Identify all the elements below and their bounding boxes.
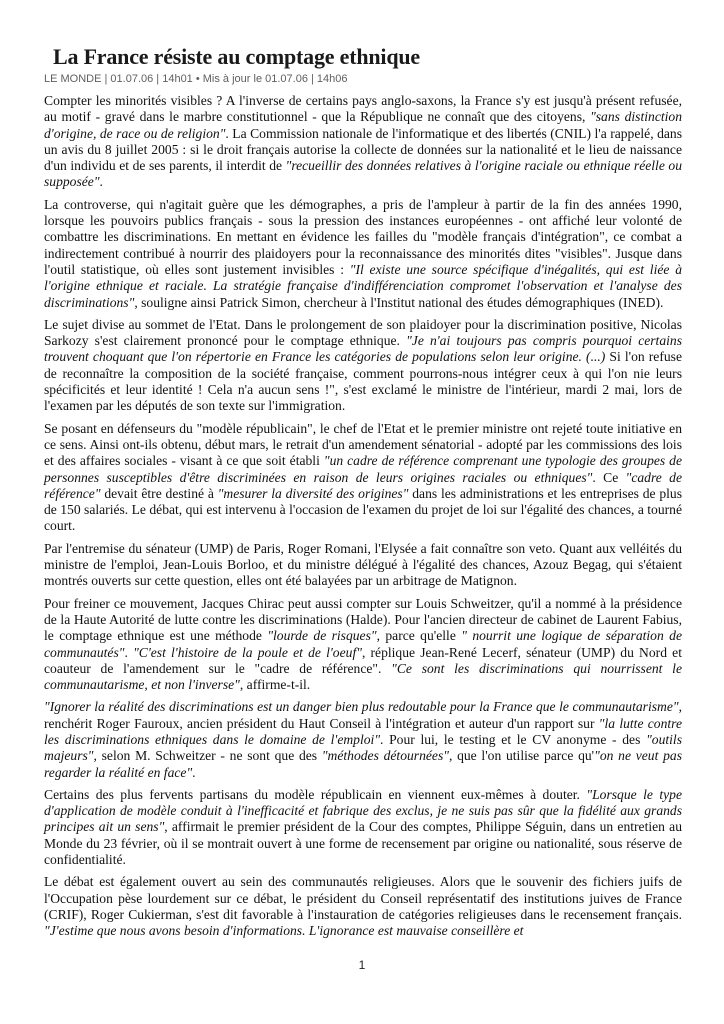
paragraph (44, 541, 682, 590)
paragraph (44, 699, 682, 780)
body-text: . (124, 644, 134, 660)
article-body (44, 93, 682, 940)
body-text: devait être destiné à (100, 485, 218, 501)
quote-text: "mesurer la diversité des origines" (217, 485, 409, 501)
paragraph (44, 197, 682, 311)
quote-text: "méthodes détournées" (321, 748, 449, 764)
article-byline: LE MONDE | 01.07.06 | 14h01 • Mis à jour le 01.07.06 | 14h06 (44, 73, 348, 85)
quote-text: "recueillir des données relatives à l'origine raciale ou ethnique réelle ou supposée" (44, 158, 683, 190)
body-text: Se posant en défenseurs du "modèle républicain", le chef de l'Etat et le premier ministre ont rejeté toute initiative en ce sens. Ainsi ont-ils obtenu, début mars, le retrait d'un amendement sénatorial - adopté par les commissions des lois et des affaires sociales - visant à ce que soit établi (44, 420, 682, 469)
quote-text: "lourde de risques" (267, 628, 377, 644)
quote-text: "Ignorer la réalité des discriminations est un danger bien plus redoutable pour la France que le communautarisme" (44, 699, 679, 715)
body-text: Compter les minorités visibles ? A l'inverse de certains pays anglo-saxons, la France s'y est jusqu'à présent refusée, au motif - gravé dans le marbre constitutionnel - que la République ne connaît que des citoyens, (44, 93, 682, 125)
quote-text: "la lutte contre les discriminations ethniques dans le domaine de l'emploi" (44, 715, 682, 747)
body-text: dans les administrations et les entreprises de plus de 150 salariés. Le débat, qui est intervenu à l'occasion de l'examen du projet de loi sur l'égalité des chances, a tourné court. (44, 485, 682, 534)
quote-text: "cadre de référence" (44, 469, 683, 501)
paragraph (44, 596, 682, 694)
body-text: La controverse, qui n'agitait guère que les démographes, a pris de l'ampleur à partir de la fin des années 1990, lorsque les pouvoirs publics français - sous la pression des instances européennes - ont affiché leur volonté de combattre les discriminations. En mettant en évidence les failles du "modèle français d'intégration", ce combat a indirectement contribué à nourrir des plaidoyers pour la reconnaissance des minorités dites "visibles". Jusque dans l'outil statistique, où elles sont justement invisibles : (44, 196, 682, 277)
quote-text: "Lorsque le type d'application de modèle conduit à l'inefficacité et fabrique des exclus, je ne suis pas sûr que la fidélité aux grands principes ait un sens" (44, 786, 682, 835)
quote-text: "Je n'ai toujours pas compris pourquoi certains trouvent choquant que l'on répertorie en France les catégories de populations selon leur origine. (...) (44, 333, 682, 365)
body-text: . Ce (592, 469, 626, 485)
quote-text: "Il existe une source spécifique d'inégalités, qui est liée à l'origine ethnique et raciale. La stratégie française d'indifférenciation compromet l'observation et l'analyse des discriminations" (44, 261, 682, 310)
body-text: , renchérit Roger Fauroux, ancien président du Haut Conseil à l'intégration et auteur d'un rapport sur (44, 699, 682, 731)
article (44, 44, 682, 946)
body-text: Si l'on refuse de reconnaître la composition de la société française, comment pourrons-nous intégrer ceux à qui l'on nie leurs spécificités et leur identité ! Cela n'a aucun sens !", s'est exclamé le ministre de l'intérieur, mardi 2 mai, lors de l'examen par les députés de son texte sur l'immigration. (44, 349, 682, 414)
body-text: . (192, 764, 196, 780)
body-text: . Pour lui, le testing et le CV anonyme - des (380, 731, 647, 747)
paragraph (44, 317, 682, 415)
body-text: , affirmait le premier président de la Cour des comptes, Philippe Séguin, dans un entretien au Monde du 23 février, où il se montrait ouvert à une forme de recensement par origine ou nationalité, sous réserve de confidentialité. (44, 819, 682, 868)
body-text: , selon M. Schweitzer - ne sont que des (93, 748, 322, 764)
paragraph (44, 421, 682, 535)
article-title: La France résiste au comptage ethnique (53, 44, 420, 69)
body-text: , affirme-t-il. (239, 677, 311, 693)
body-text: , que l'on utilise parce qu' (448, 748, 595, 764)
quote-text: "un cadre de référence comprenant une typologie des groupes de personnes susceptibles d'être discriminées en raison de leurs origines raciales ou ethniques" (44, 453, 682, 485)
quote-text: "C'est l'histoire de la poule et de l'oeuf" (133, 644, 362, 660)
paragraph (44, 874, 682, 939)
quote-text: "on ne veut pas regarder la réalité en face" (44, 748, 682, 780)
quote-text: " nourrit une logique de séparation de communautés" (44, 628, 682, 660)
body-text: . (99, 174, 103, 190)
page-number: 1 (358, 958, 366, 972)
body-text: Le débat est également ouvert au sein des communautés religieuses. Alors que le souvenir des fichiers juifs de l'Occupation pèse lourdement sur ce débat, le président du Conseil représentatif des institutions juives de France (CRIF), Roger Cukierman, s'est dit favorable à l'instauration de catégories religieuses dans le recensement français. (44, 874, 682, 922)
body-text: Par l'entremise du sénateur (UMP) de Paris, Roger Romani, l'Elysée a fait connaître son veto. Quant aux velléités du ministre de l'emploi, Jean-Louis Borloo, et du ministre délégué à l'égalité des chances, Azouz Begag, qui s'étaient montrés ouverts sur cette question, elles ont été balayées par un arbitrage de Matignon. (44, 540, 682, 589)
body-text: , souligne ainsi Patrick Simon, chercheur à l'Institut national des études démographiques (INED). (134, 294, 664, 310)
body-text: Le sujet divise au sommet de l'Etat. Dans le prolongement de son plaidoyer pour la discrimination positive, Nicolas Sarkozy s'est clairement prononcé pour le comptage ethnique. (44, 316, 682, 349)
body-text: Certains des plus fervents partisans du modèle républicain en viennent eux-mêmes à douter. (44, 786, 587, 802)
body-text: Pour freiner ce mouvement, Jacques Chirac peut aussi compter sur Louis Schweitzer, qu'il a nommé à la présidence de la Haute Autorité de lutte contre les discriminations (Halde). Pour l'ancien directeur de cabinet de Laurent Fabius, le comptage ethnique est une méthode (44, 595, 682, 644)
body-text: , réplique Jean-René Lecerf, sénateur (UMP) du Nord et coauteur de l'amendement sur le "cadre de référence". (44, 644, 682, 676)
quote-text: "outils majeurs" (44, 731, 682, 764)
quote-text: "J'estime que nous avons besoin d'informations. L'ignorance est mauvaise conseillère et (44, 923, 524, 939)
paragraph (44, 93, 682, 191)
body-text: . La Commission nationale de l'informatique et des libertés (CNIL) l'a rappelé, dans un avis du 8 juillet 2005 : si le droit français autorise la collecte de données sur la nationalité et le lieu de naissance d'un individu et de ses parents, il interdit de (44, 125, 682, 174)
quote-text: "Ce sont les discriminations qui nourrissent le communautarisme, et non l'inverse" (44, 660, 682, 693)
body-text: , parce qu'elle (376, 628, 462, 644)
quote-text: "sans distinction d'origine, de race ou de religion" (44, 109, 682, 141)
paragraph (44, 787, 682, 868)
